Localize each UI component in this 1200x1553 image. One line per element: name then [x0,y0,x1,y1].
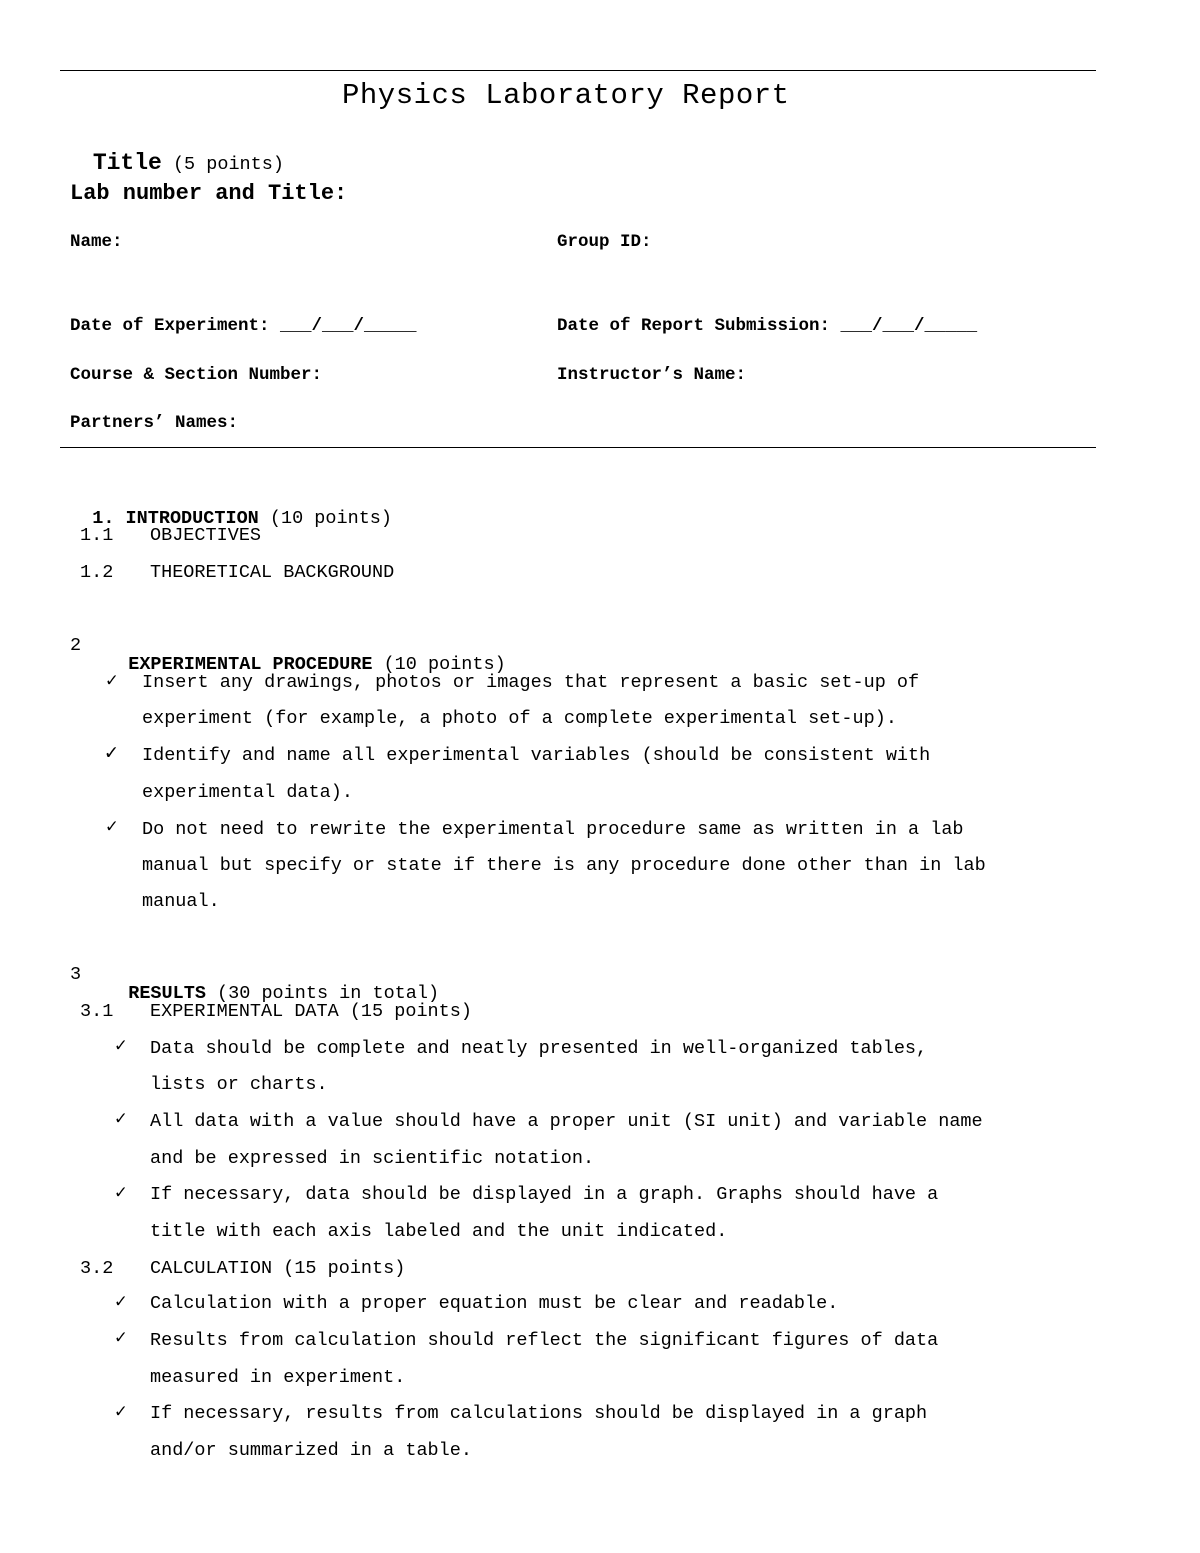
bullet-text: manual but specify or state if there is any procedure done other than in lab [142,855,986,876]
subsection-number: 1.1 [80,525,114,546]
title-label: Title [92,150,162,176]
section-results-heading [106,966,439,1003]
section-number: 3 [70,964,82,985]
checkmark-icon: ✓ [115,1291,127,1313]
section-title: EXPERIMENTAL PROCEDURE [128,653,373,675]
bullet-text: Results from calculation should reflect the significant figures of data [150,1330,939,1351]
title-line [70,133,284,175]
bullet-text: Calculation with a proper equation must be clear and readable. [150,1293,839,1314]
section-number: 1. [92,507,115,529]
checkmark-icon: ✓ [106,670,118,692]
checkmark-icon: ✓ [106,816,118,838]
top-rule [60,70,1096,71]
subsection-number: 3.1 [80,1001,114,1022]
section-title: RESULTS [128,982,206,1004]
partners-field-label: Partners’ Names: [70,413,239,433]
subsection-number: 1.2 [80,562,114,583]
header-bottom-rule [60,447,1096,448]
subsection-calculation: CALCULATION (15 points) [150,1258,406,1279]
bullet-text: Do not need to rewrite the experimental procedure same as written in a lab [142,819,964,840]
bullet-text: If necessary, results from calculations should be displayed in a graph [150,1403,928,1424]
date-of-submission-field: Date of Report Submission: ___/___/_____ [557,316,978,336]
section-number: 2 [70,635,82,656]
bullet-text: experimental data). [142,782,353,803]
date-of-experiment-field: Date of Experiment: ___/___/_____ [70,316,417,336]
bullet-text: measured in experiment. [150,1367,406,1388]
checkmark-icon: ✓ [115,1035,127,1057]
bullet-text: If necessary, data should be displayed in a graph. Graphs should have a [150,1184,939,1205]
name-field-label: Name: [70,232,123,252]
bullet-text: manual. [142,891,220,912]
checkmark-icon: ✓ [115,1401,127,1423]
course-section-field-label: Course & Section Number: [70,365,323,385]
group-id-field-label: Group ID: [557,232,652,252]
subsection-objectives: OBJECTIVES [150,525,262,546]
bullet-text: All data with a value should have a proper unit (SI unit) and variable name [150,1111,983,1132]
section-points: (30 points in total) [217,982,440,1004]
section-introduction-heading [70,491,392,528]
checkmark-icon: ✓ [115,1327,127,1349]
bullet-text: title with each axis labeled and the unit indicated. [150,1221,728,1242]
bullet-text: experiment (for example, a photo of a complete experimental set-up). [142,708,897,729]
bullet-text: lists or charts. [150,1074,328,1095]
title-points: (5 points) [172,154,284,175]
section-title: INTRODUCTION [125,507,259,529]
bullet-text: and/or summarized in a table. [150,1440,472,1461]
bullet-text: Data should be complete and neatly presented in well-organized tables, [150,1038,928,1059]
checkmark-icon: ✓ [105,743,118,766]
checkmark-icon: ✓ [115,1108,127,1130]
checkmark-icon: ✓ [115,1182,127,1204]
bullet-text: Identify and name all experimental variables (should be consistent with [142,745,931,766]
lab-number-label: Lab number and Title: [70,181,348,206]
section-points: (10 points) [269,507,393,529]
section-procedure-heading [106,637,506,674]
subsection-experimental-data: EXPERIMENTAL DATA (15 points) [150,1001,472,1022]
bullet-text: and be expressed in scientific notation. [150,1148,595,1169]
bullet-text: Insert any drawings, photos or images that represent a basic set-up of [142,672,920,693]
subsection-theoretical-background: THEORETICAL BACKGROUND [150,562,395,583]
report-title: Physics Laboratory Report [342,79,790,112]
section-points: (10 points) [383,653,506,675]
instructor-field-label: Instructor’s Name: [557,365,747,385]
subsection-number: 3.2 [80,1258,114,1279]
